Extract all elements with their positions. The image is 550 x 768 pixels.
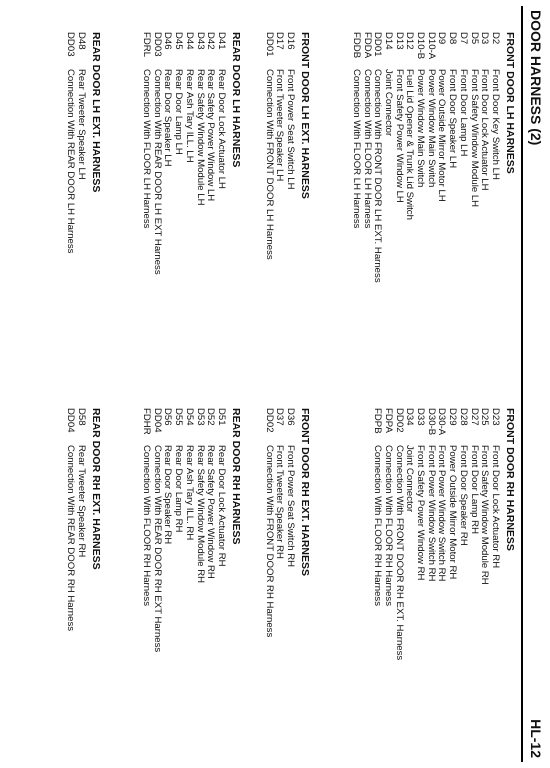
header-rule: [521, 6, 523, 762]
connector-description: Rear Door Lock Actuator LH: [216, 69, 227, 189]
connector-row: [350, 32, 361, 372]
connector-code: D54: [183, 408, 195, 426]
connector-code: FDRL: [141, 32, 153, 58]
connector-description: Front Power Window Switch RH: [436, 445, 448, 582]
connector-code: D7: [457, 32, 469, 45]
connector-row: [457, 32, 468, 372]
connector-row: [425, 32, 436, 372]
connector-code: D9: [436, 32, 448, 45]
connector-row: [65, 32, 76, 372]
connector-description: Front Tweeter Speaker LH: [274, 69, 286, 182]
row-list: [140, 408, 226, 748]
connector-row: [183, 32, 194, 372]
connector-code: D30-B: [425, 408, 437, 436]
connector-code: D45: [173, 32, 185, 50]
connector-code: DD02: [393, 408, 405, 433]
connector-description: Rear Door Speaker RH: [162, 445, 174, 545]
connector-description: Rear Door Lock Actuator RH: [216, 445, 227, 567]
connector-code: DD04: [65, 408, 77, 433]
section-heading: REAR DOOR LH EXT. HARNESS: [90, 32, 102, 193]
connector-row: [194, 408, 205, 748]
connector-description: Rear Safety Power Window RH: [205, 445, 217, 579]
connector-code: D51: [216, 408, 227, 426]
connector-code: D42: [205, 32, 217, 50]
connector-row: [284, 408, 295, 748]
section-heading: FRONT DOOR LH HARNESS: [504, 32, 516, 174]
connector-description: Connection With FLOOR RH Harness: [141, 445, 153, 607]
connector-row: [457, 408, 468, 748]
connector-code: D56: [162, 408, 174, 426]
connector-row: [205, 32, 216, 372]
connector-code: D8: [447, 32, 459, 45]
connector-description: Rear Door Lamp LH: [173, 69, 185, 155]
connector-description: Rear Safety Power Window LH: [205, 69, 217, 202]
section-front-door-lh: [350, 32, 516, 372]
connector-row: [75, 408, 86, 748]
connector-row: [215, 32, 226, 372]
connector-row: [446, 32, 457, 372]
connector-code: D3: [479, 32, 491, 45]
connector-row: [205, 408, 216, 748]
connector-code: D29: [447, 408, 459, 426]
section-heading: FRONT DOOR RH HARNESS: [504, 408, 516, 551]
connector-row: [436, 408, 447, 748]
connector-row: [263, 408, 274, 748]
connector-code: D37: [274, 408, 286, 426]
section-front-door-rh: [372, 408, 516, 748]
connector-description: Connection With FLOOR LH Harness: [350, 69, 362, 229]
connector-code: D34: [404, 408, 416, 426]
row-list: [263, 32, 295, 372]
connector-description: Power Window Main Switch: [425, 69, 437, 188]
row-list: [140, 32, 226, 372]
connector-description: Rear Door Speaker LH: [162, 69, 174, 167]
section-heading: FRONT DOOR RH EXT. HARNESS: [299, 408, 311, 577]
connector-description: Power Window Main Switch: [415, 69, 427, 188]
row-list: [65, 408, 86, 748]
connector-description: Front Power Seat Switch RH: [285, 445, 296, 568]
connector-row: [372, 408, 383, 748]
connector-row: [361, 32, 372, 372]
connector-description: Front Power Seat Switch LH: [285, 69, 296, 190]
connector-code: D53: [194, 408, 206, 426]
page-number: HL-12: [528, 719, 544, 758]
connector-row: [263, 32, 274, 372]
connector-row: [274, 32, 285, 372]
connector-row: [382, 32, 393, 372]
connector-code: D12: [404, 32, 416, 50]
connector-description: Rear Ash Tary ILL. RH: [183, 445, 195, 541]
connector-row: [393, 32, 404, 372]
connector-description: Front Safety Power Window LH: [393, 69, 405, 203]
row-list: [350, 32, 500, 372]
connector-description: Front Safety Window Module LH: [468, 69, 480, 208]
connector-description: Rear Door Lamp RH: [173, 445, 185, 533]
connector-code: D46: [162, 32, 174, 50]
section-front-door-lh-ext: [263, 32, 311, 372]
connector-row: [489, 408, 500, 748]
connector-row: [393, 408, 404, 748]
connector-row: [284, 32, 295, 372]
connector-description: Connection With REAR DOOR LH EXT Harness: [151, 69, 163, 275]
connector-code: D27: [468, 408, 480, 426]
connector-row: [162, 408, 173, 748]
connector-description: Front Safety Power Window RH: [415, 445, 427, 581]
connector-row: [140, 408, 151, 748]
connector-description: Front Tweeter Speaker RH: [274, 445, 286, 559]
connector-row: [414, 32, 425, 372]
connector-description: Connection With FLOOR LH Harness: [361, 69, 373, 229]
section-rear-door-lh-ext: [65, 32, 102, 372]
connector-row: [446, 408, 457, 748]
connector-description: Connection With FRONT DOOR LH Harness: [263, 69, 275, 260]
connector-row: [215, 408, 226, 748]
connector-code: D55: [173, 408, 185, 426]
connector-description: Rear Tweeter Speaker RH: [76, 445, 87, 558]
connector-description: Front Door Speaker RH: [457, 445, 469, 546]
connector-description: Front Safety Window Module RH: [479, 445, 491, 585]
connector-row: [172, 32, 183, 372]
connector-description: Connection With FLOOR LH Harness: [141, 69, 153, 229]
connector-description: Power Outside Mirror Motor LH: [436, 69, 448, 202]
row-list: [372, 408, 500, 748]
connector-description: Front Power Window Switch RH: [425, 445, 437, 582]
connector-code: DD04: [151, 408, 163, 433]
connector-row: [404, 408, 415, 748]
section-heading: REAR DOOR RH HARNESS: [230, 408, 242, 545]
connector-row: [183, 408, 194, 748]
connector-row: [162, 32, 173, 372]
connector-description: Rear Safety Window Module LH: [194, 69, 206, 206]
connector-description: Front Door Lamp RH: [468, 445, 480, 535]
connector-code: D2: [490, 32, 501, 45]
connector-row: [436, 32, 447, 372]
connector-row: [194, 32, 205, 372]
row-list: [263, 408, 295, 748]
connector-row: [404, 32, 415, 372]
connector-row: [468, 32, 479, 372]
connector-row: [382, 408, 393, 748]
connector-row: [372, 32, 383, 372]
section-front-door-rh-ext: [263, 408, 311, 748]
connector-description: Rear Safety Window Module RH: [194, 445, 206, 584]
connector-description: Front Door Lamp LH: [457, 69, 469, 157]
connector-row: [151, 408, 162, 748]
connector-code: D28: [457, 408, 469, 426]
connector-description: Front Door Speaker LH: [447, 69, 459, 169]
connector-description: Connection With REAR DOOR RH Harness: [65, 445, 77, 632]
connector-code: D13: [393, 32, 405, 50]
connector-code: D17: [274, 32, 286, 50]
section-rear-door-rh: [140, 408, 242, 748]
connector-description: Front Door Key Switch LH: [490, 69, 501, 180]
connector-code: D14: [382, 32, 394, 50]
connector-code: D25: [479, 408, 491, 426]
connector-code: FDPA: [382, 408, 394, 433]
connector-description: Connection With REAR DOOR RH EXT Harness: [151, 445, 163, 653]
section-heading: FRONT DOOR LH EXT. HARNESS: [299, 32, 311, 199]
connector-description: Rear Tweeter Speaker LH: [76, 69, 87, 180]
connector-description: Fuel Lid Opener & Trunk Lid Switch: [404, 69, 416, 220]
connector-description: Joint Connector: [404, 445, 416, 513]
connector-description: Connection With REAR DOOR LH Harness: [65, 69, 77, 254]
connector-description: Joint Connector: [382, 69, 394, 137]
connector-code: D48: [76, 32, 87, 50]
connector-description: Rear Ash Tary ILL. LH: [183, 69, 195, 163]
connector-code: D36: [285, 408, 296, 426]
connector-code: D52: [205, 408, 217, 426]
connector-description: Connection With FLOOR RH Harness: [372, 445, 384, 607]
connector-row: [479, 32, 490, 372]
connector-code: D10-B: [415, 32, 427, 60]
connector-code: D16: [285, 32, 296, 50]
connector-description: Connection With FRONT DOOR LH EXT. Harness: [372, 69, 384, 283]
connector-code: DD03: [65, 32, 77, 57]
connector-description: Connection With FLOOR RH Harness: [382, 445, 394, 607]
connector-code: DD01: [263, 32, 275, 57]
section-rear-door-rh-ext: [65, 408, 102, 748]
connector-row: [172, 408, 183, 748]
connector-description: Power Outside Mirror Motor RH: [447, 445, 459, 580]
connector-code: D41: [216, 32, 227, 50]
connector-code: D23: [490, 408, 501, 426]
connector-code: D30-A: [436, 408, 448, 436]
connector-code: FDPB: [372, 408, 384, 434]
connector-code: D58: [76, 408, 87, 426]
page-title: DOOR HARNESS (2): [528, 10, 544, 146]
section-heading: REAR DOOR RH EXT. HARNESS: [90, 408, 102, 570]
section-rear-door-lh: [140, 32, 242, 372]
connector-row: [425, 408, 436, 748]
connector-row: [274, 408, 285, 748]
connector-row: [479, 408, 490, 748]
connector-code: DD03: [151, 32, 163, 57]
connector-description: Front Door Lock Actuator LH: [479, 69, 491, 191]
connector-description: Connection With FRONT DOOR RH Harness: [263, 445, 275, 638]
connector-code: DD02: [263, 408, 275, 433]
connector-row: [75, 32, 86, 372]
connector-row: [140, 32, 151, 372]
connector-description: Connection With FRONT DOOR RH EXT. Harness: [393, 445, 405, 661]
connector-row: [65, 408, 76, 748]
connector-code: D33: [415, 408, 427, 426]
connector-code: D44: [183, 32, 195, 50]
connector-code: FDDB: [350, 32, 362, 59]
connector-description: Front Door Lock Actuator RH: [490, 445, 501, 569]
connector-code: D5: [468, 32, 480, 45]
connector-code: D10-A: [425, 32, 437, 60]
connector-row: [489, 32, 500, 372]
connector-row: [414, 408, 425, 748]
connector-code: FDDA: [361, 32, 373, 59]
section-heading: REAR DOOR LH HARNESS: [230, 32, 242, 168]
connector-row: [468, 408, 479, 748]
row-list: [65, 32, 86, 372]
connector-code: D43: [194, 32, 206, 50]
connector-row: [151, 32, 162, 372]
connector-code: DD01: [372, 32, 384, 57]
connector-code: FDHR: [141, 408, 153, 435]
